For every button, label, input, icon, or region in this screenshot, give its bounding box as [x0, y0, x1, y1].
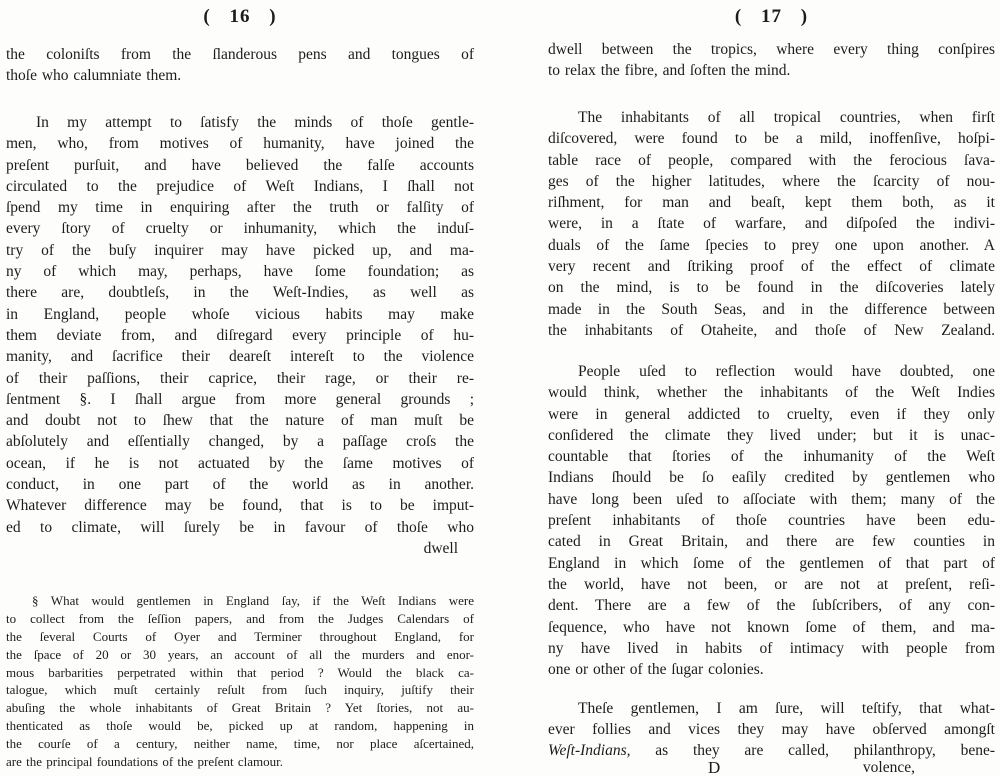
- text-line: circulated to the prejudice of Weſt Indians, I ſhall not: [6, 177, 474, 195]
- text-line: ny of which may, perhaps, have ſome foundation; as: [6, 263, 474, 281]
- text-line: mous barbarities perpetrated within that period ? Would the black ca-: [6, 664, 474, 680]
- text-line: ſentment §. I ſhall argue from more general grounds ;: [6, 390, 474, 408]
- paragraph-colonists: [6, 44, 474, 87]
- italic-west-indians: Weſt-Indians,: [548, 742, 631, 759]
- text-line: the ſpace of 20 or 30 years, an account of all the murders and enor-: [6, 646, 474, 662]
- text-line: ever follies and vices they may have obſerved amongſt: [548, 721, 995, 739]
- text-line: Indians ſhould be ſo eaſily credited by gentlemen who: [548, 469, 995, 487]
- text-line: have long been uſed to aſſociate with them; many of the: [548, 490, 995, 508]
- text-line: dwell between the tropics, where every thing conſpires: [548, 41, 995, 58]
- text-line: them deviate from, and diſregard every principle of hu-: [6, 326, 474, 344]
- text-line: England in which ſome of the gentlemen of that part of: [548, 554, 995, 572]
- text-line: preſent purſuit, and have believed the falſe accounts: [6, 156, 474, 174]
- text-line: cated in Great Britain, and there are few counties in: [548, 533, 995, 551]
- text-line: to collect from the ſeſſion papers, and from the Judges Calendars of: [6, 610, 474, 626]
- page-number-left: ( 16 ): [203, 6, 277, 27]
- text-line: on the mind, is to be found in the diſcoveries lately: [548, 279, 995, 297]
- text-line: the coloniſts from the ſlanderous pens and tongues of: [6, 46, 474, 63]
- text-line: talogue, which muſt certainly reſult from ſuch inquiry, juſtify their: [6, 682, 474, 698]
- text-line: to relax the fibre, and ſoften the mind.: [548, 62, 791, 80]
- text-line: ocean, if he is not actuated by the ſame motives of: [6, 454, 474, 472]
- signature-mark: D: [708, 758, 721, 777]
- text-line: thoſe who calumniate them.: [6, 67, 182, 85]
- text-line: ed to climate, will ſurely be in favour of thoſe who: [6, 518, 474, 536]
- text-line: Theſe gentlemen, I am ſure, will teſtify, that what-: [578, 700, 995, 717]
- text-line: ſequence, who have not known ſome of them, and ma-: [548, 618, 995, 636]
- text-line: very recent and ſtriking proof of the effect of climate: [548, 258, 995, 276]
- text-line: were in general addicted to cruelty, even if they only: [548, 405, 995, 423]
- text-line: try of the buſy inquirer may have picked up, and ma-: [6, 241, 474, 259]
- text-line: People uſed to reflection would have doubted, one: [578, 363, 995, 380]
- text-line: would think, whether the inhabitants of the Weſt Indies: [548, 384, 995, 402]
- text-line: were, in a ſtate of warfare, and diſpoſed the indivi-: [548, 215, 995, 233]
- page-17: [548, 0, 995, 777]
- text-line: the ſeveral Courts of Oyer and Terminer throughout England, for: [6, 628, 474, 644]
- text-line: are the principal foundations of the preſent clamour.: [6, 754, 284, 770]
- text-line: conſidered the climate they lived under; but it is unac-: [548, 426, 995, 444]
- text-line: and doubt not to ſhew that the nature of man muſt be: [6, 412, 474, 430]
- text-line: ſpend my time in enquiring after the truth or falſity of: [6, 199, 474, 217]
- text-line: § What would gentlemen in England ſay, if the Weſt Indians were: [32, 593, 474, 608]
- text-line: abſolutely and eſſentially changed, by a paſſage croſs the: [6, 433, 474, 451]
- page-16: [6, 0, 474, 777]
- text-line: the inhabitants of Otaheite, and thoſe of New Zealand.: [548, 321, 995, 339]
- text-line: dent. There are a few of the ſubſcribers, of any con-: [548, 597, 995, 615]
- text-line: the world, have not been, or are not at preſent, reſi-: [548, 575, 995, 593]
- text-line: In my attempt to ſatisfy the minds of thoſe gentle-: [36, 114, 474, 131]
- text-line: table race of people, compared with the ferocious ſava-: [548, 151, 995, 169]
- text-line: preſent inhabitants of thoſe countries have been edu-: [548, 512, 995, 530]
- text-line: diſcovered, were found to be a mild, inoffenſive, hoſpi-: [548, 130, 995, 148]
- text-line: conduct, in one part of the world as in another.: [6, 476, 474, 494]
- text-line: duals of the ſame ſpecies to prey one upon another. A: [548, 236, 995, 254]
- catchword-volence: volence,: [862, 759, 915, 776]
- text-line: Whatever difference may be found, that is to be imput-: [6, 497, 474, 515]
- text-line: one or other of the ſugar colonies.: [548, 661, 764, 679]
- text-line: the courſe of a century, neither name, time, nor place aſcertained,: [6, 736, 474, 752]
- signature-line: [548, 757, 995, 777]
- paragraph-attempt: [6, 112, 474, 538]
- paragraph-these-gentlemen: [548, 698, 995, 741]
- text-line: in England, people whoſe vicious habits may make: [6, 305, 474, 323]
- paragraph-people-reflection: [548, 361, 995, 680]
- text-line: abuſing the whole inhabitants of Great Britain ? Yet ſtories, not au-: [6, 700, 474, 716]
- paragraph-tropical-inhabitants: [548, 107, 995, 341]
- text-line: every ſtory of cruelty or inhumanity, which the induſ-: [6, 220, 474, 238]
- text-line: ny have lived in habits of intimacy with people from: [548, 639, 995, 657]
- text-line: countable that ſtories of the inhumanity of the Weſt: [548, 448, 995, 466]
- footnote-section: [6, 592, 474, 771]
- text-line: ges of the higher latitudes, where the ſcarcity of nou-: [548, 172, 995, 190]
- paragraph-dwell-tropics: [548, 39, 995, 82]
- text-line: thenticated as thoſe would be, picked up at random, happening in: [6, 718, 474, 734]
- text-line: The inhabitants of all tropical countries, when firſt: [578, 109, 995, 126]
- text-line: of their paſſions, their caprice, their rage, or their re-: [6, 369, 474, 387]
- text-line: riſhment, for man and beaſt, kept them both, as it: [548, 194, 995, 212]
- text-line: there are, doubtleſs, in the Weſt-Indies, as well as: [6, 284, 474, 302]
- page-number-right: ( 17 ): [734, 6, 809, 27]
- line-west-indians-rest: as they are called, philanthropy, bene-: [630, 742, 995, 759]
- text-line: manity, and ſacrifice their deareſt intereſt to the violence: [6, 348, 474, 366]
- catchword-dwell: dwell: [423, 540, 458, 557]
- text-line: men, who, from motives of humanity, have joined the: [6, 135, 474, 153]
- text-line: made in the South Seas, and in the difference between: [548, 300, 995, 318]
